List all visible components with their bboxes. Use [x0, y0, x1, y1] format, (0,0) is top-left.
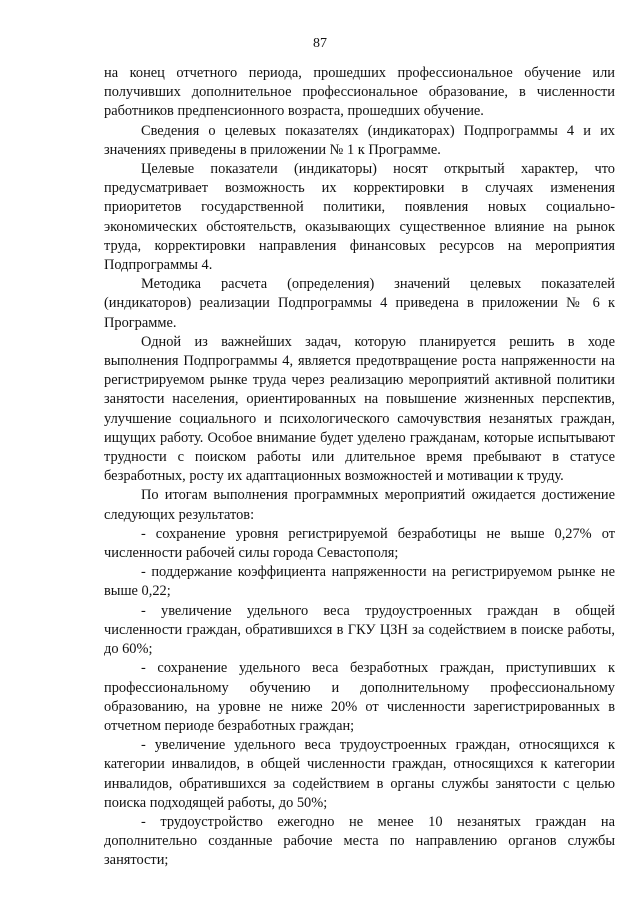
result-item-disabled-share: - увеличение удельного веса трудоустроенных граждан, относящихся к категории инвалидов, в общей численности граждан, относящихся к категории инвалидов, обратившихся за содействием в органы службы занятости с целью поиска подходящей работы, до 50%; [104, 737, 615, 811]
paragraph-main-task: Одной из важнейших задач, которую планируется решить в ходе выполнения Подпрограммы 4, является предотвращение роста напряженности на регистрируемом рынке труда через реализацию мероприятий активной политики занятости населения, ориентированных на повышение жизненных перспектив, улучшение социального и психологического самочувствия незанятых граждан, ищущих работу. Особое внимание будет уделено гражданам, которые испытывают трудности с поиском работы или длительное время пребывают в статусе безработных, росту их адаптационных возможностей и мотивации к труду. [104, 333, 615, 485]
result-item-tension-ratio: - поддержание коэффициента напряженности на регистрируемом рынке не выше 0,22; [104, 564, 615, 600]
result-item-new-jobs: - трудоустройство ежегодно не менее 10 незанятых граждан на дополнительно созданные рабочие места по направлению органов службы занятости; [104, 813, 615, 869]
result-item-training-share: - сохранение удельного веса безработных граждан, приступивших к профессиональному обучению и дополнительному профессиональному образованию, на уровне не ниже 20% от численности зарегистрированных в отчетном периоде безработных граждан; [104, 660, 615, 734]
paragraph-methodology: Методика расчета (определения) значений целевых показателей (индикаторов) реализации Подпрограммы 4 приведена в приложении № 6 к Программе. [104, 276, 615, 331]
paragraph-indicators-info: Сведения о целевых показателях (индикаторах) Подпрограммы 4 и их значениях приведены в приложении № 1 к Программе. [104, 122, 615, 158]
paragraph-indicators-open: Целевые показатели (индикаторы) носят открытый характер, что предусматривает возможность их корректировки в случаях изменения приоритетов государственной политики, появления новых социально-экономических обстоятельств, оказывающих существенное влияние на рынок труда, корректировки направления финансовых ресурсов на мероприятия Подпрограммы 4. [104, 161, 615, 274]
paragraph-continuation: на конец отчетного периода, прошедших профессиональное обучение или получивших дополнительное профессиональное образование, в численности работников предпенсионного возраста, прошедших обучение. [104, 65, 615, 120]
body-text [104, 64, 615, 871]
paragraph-expected-results: По итогам выполнения программных мероприятий ожидается достижение следующих результатов: [104, 487, 615, 523]
result-item-employed-share: - увеличение удельного веса трудоустроенных граждан в общей численности граждан, обратившихся в ГКУ ЦЗН за содействием в поиске работы, до 60%; [104, 602, 615, 658]
page-number: 87 [313, 36, 327, 51]
result-item-unemployment: - сохранение уровня регистрируемой безработицы не выше 0,27% от численности рабочей силы города Севастополя; [104, 525, 615, 562]
